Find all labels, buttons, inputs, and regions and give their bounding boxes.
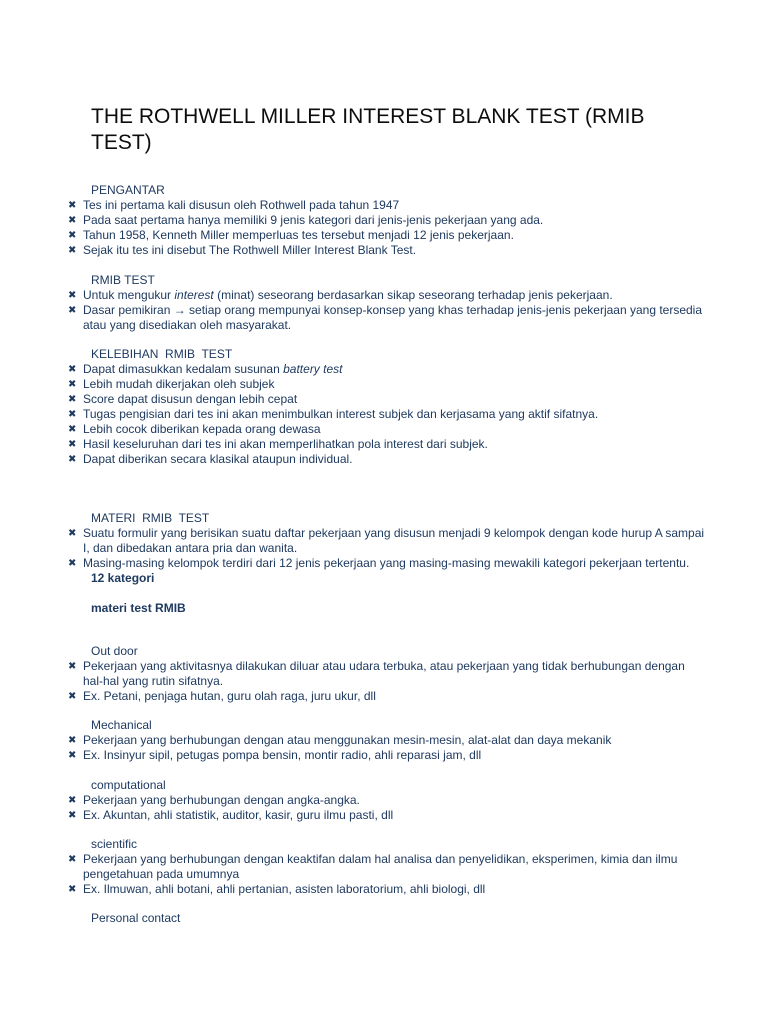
list-item: ✖ Sejak itu tes ini disebut The Rothwell Miller Interest Blank Test. <box>68 243 417 257</box>
section-heading: RMIB TEST <box>91 273 155 287</box>
section-computational <box>0 778 768 823</box>
section-heading: MATERI RMIB TEST <box>91 511 210 525</box>
x-bullet-icon: ✖ <box>68 230 77 241</box>
list-item: ✖ Ex. Ilmuwan, ahli botani, ahli pertanian, asisten laboratorium, ahli biologi, dll <box>68 882 486 896</box>
section-out-door <box>0 644 768 704</box>
list-item: ✖ Score dapat disusun dengan lebih cepat <box>68 392 298 406</box>
list-item: ✖ Lebih cocok diberikan kepada orang dewasa <box>68 422 321 436</box>
list-item: ✖ Lebih mudah dikerjakan oleh subjek <box>68 377 275 391</box>
x-bullet-icon: ✖ <box>68 691 77 702</box>
x-bullet-icon: ✖ <box>68 409 77 420</box>
list-item: ✖ Pada saat pertama hanya memiliki 9 jenis kategori dari jenis-jenis pekerjaan yang ada. <box>68 213 544 227</box>
x-bullet-icon: ✖ <box>68 854 77 865</box>
x-bullet-icon: ✖ <box>68 454 77 465</box>
x-bullet-icon: ✖ <box>68 245 77 256</box>
x-bullet-icon: ✖ <box>68 364 77 375</box>
list-item: ✖ Tahun 1958, Kenneth Miller memperluas tes tersebut menjadi 12 jenis pekerjaan. <box>68 228 514 242</box>
x-bullet-icon: ✖ <box>68 379 77 390</box>
x-bullet-icon: ✖ <box>68 884 77 895</box>
x-bullet-icon: ✖ <box>68 810 77 821</box>
section-heading: Personal contact <box>91 911 181 925</box>
section-heading: KELEBIHAN RMIB TEST <box>91 347 233 361</box>
section-heading: Out door <box>91 644 138 658</box>
x-bullet-icon: ✖ <box>68 305 77 316</box>
list-item: ✖ Tugas pengisian dari tes ini akan menimbulkan interest subjek dan kerjasama yang aktif sifatnya. <box>68 407 599 421</box>
section-personal-contact <box>0 911 768 926</box>
section-heading: PENGANTAR <box>91 183 165 197</box>
list-item: ✖ Ex. Insinyur sipil, petugas pompa bensin, montir radio, ahli reparasi jam, dll <box>68 748 482 762</box>
list-item: ✖ Dapat diberikan secara klasikal ataupun individual. <box>68 452 353 466</box>
x-bullet-icon: ✖ <box>68 439 77 450</box>
list-item: ✖ Pekerjaan yang berhubungan dengan keaktifan dalam hal analisa dan penyelidikan, eksperimen, kimia dan ilmu pengetahuan pada umumnya <box>68 852 678 881</box>
section-heading: scientific <box>91 837 138 851</box>
x-bullet-icon: ✖ <box>68 735 77 746</box>
list-item: ✖ Ex. Akuntan, ahli statistik, auditor, kasir, guru ilmu pasti, dll <box>68 808 394 822</box>
section-rmib-test <box>0 273 768 333</box>
list-item: ✖ Untuk mengukur interest (minat) seseorang berdasarkan sikap seseorang terhadap jenis pekerjaan. <box>68 288 613 302</box>
x-bullet-icon: ✖ <box>68 424 77 435</box>
x-bullet-icon: ✖ <box>68 290 77 301</box>
x-bullet-icon: ✖ <box>68 750 77 761</box>
section-mechanical <box>0 718 768 763</box>
x-bullet-icon: ✖ <box>68 528 77 539</box>
x-bullet-icon: ✖ <box>68 215 77 226</box>
x-bullet-icon: ✖ <box>68 394 77 405</box>
list-item: ✖ Dapat dimasukkan kedalam susunan battery test <box>68 362 343 376</box>
document-title: THE ROTHWELL MILLER INTEREST BLANK TEST (RMIB TEST) <box>91 105 645 154</box>
list-item: ✖ Masing-masing kelompok terdiri dari 12 jenis pekerjaan yang masing-masing mewakili kategori pekerjaan tertentu. <box>68 556 690 570</box>
list-item: ✖ Suatu formulir yang berisikan suatu daftar pekerjaan yang disusun menjadi 9 kelompok dengan kode hurup A sampai I, dan dibedakan antara pria dan wanita. <box>68 526 705 555</box>
bold-label-materi-test: materi test RMIB <box>91 601 186 615</box>
list-item: ✖ Tes ini pertama kali disusun oleh Rothwell pada tahun 1947 <box>68 198 400 212</box>
spacer <box>91 586 768 601</box>
section-pengantar <box>0 183 768 258</box>
section-kelebihan <box>0 347 768 467</box>
x-bullet-icon: ✖ <box>68 200 77 211</box>
section-materi <box>0 511 768 616</box>
list-item: ✖ Dasar pemikiran → setiap orang mempunyai konsep-konsep yang khas terhadap jenis-jenis pekerjaan yang tersedia atau yang disediakan oleh masyarakat. <box>68 303 703 332</box>
list-item: ✖ Hasil keseluruhan dari tes ini akan memperlihatkan pola interest dari subjek. <box>68 437 488 451</box>
x-bullet-icon: ✖ <box>68 661 77 672</box>
list-item: ✖ Pekerjaan yang berhubungan dengan angka-angka. <box>68 793 360 807</box>
list-item: ✖ Ex. Petani, penjaga hutan, guru olah raga, juru ukur, dll <box>68 689 376 703</box>
bold-label-12-kategori: 12 kategori <box>91 571 155 585</box>
section-scientific <box>0 837 768 897</box>
x-bullet-icon: ✖ <box>68 558 77 569</box>
section-heading: Mechanical <box>91 718 152 732</box>
list-item: ✖ Pekerjaan yang aktivitasnya dilakukan diluar atau udara terbuka, atau pekerjaan yang tidak berhubungan dengan hal-hal yang rutin sifatnya. <box>68 659 685 688</box>
x-bullet-icon: ✖ <box>68 795 77 806</box>
section-heading: computational <box>91 778 166 792</box>
list-item: ✖ Pekerjaan yang berhubungan dengan atau menggunakan mesin-mesin, alat-alat dan daya mekanik <box>68 733 612 747</box>
